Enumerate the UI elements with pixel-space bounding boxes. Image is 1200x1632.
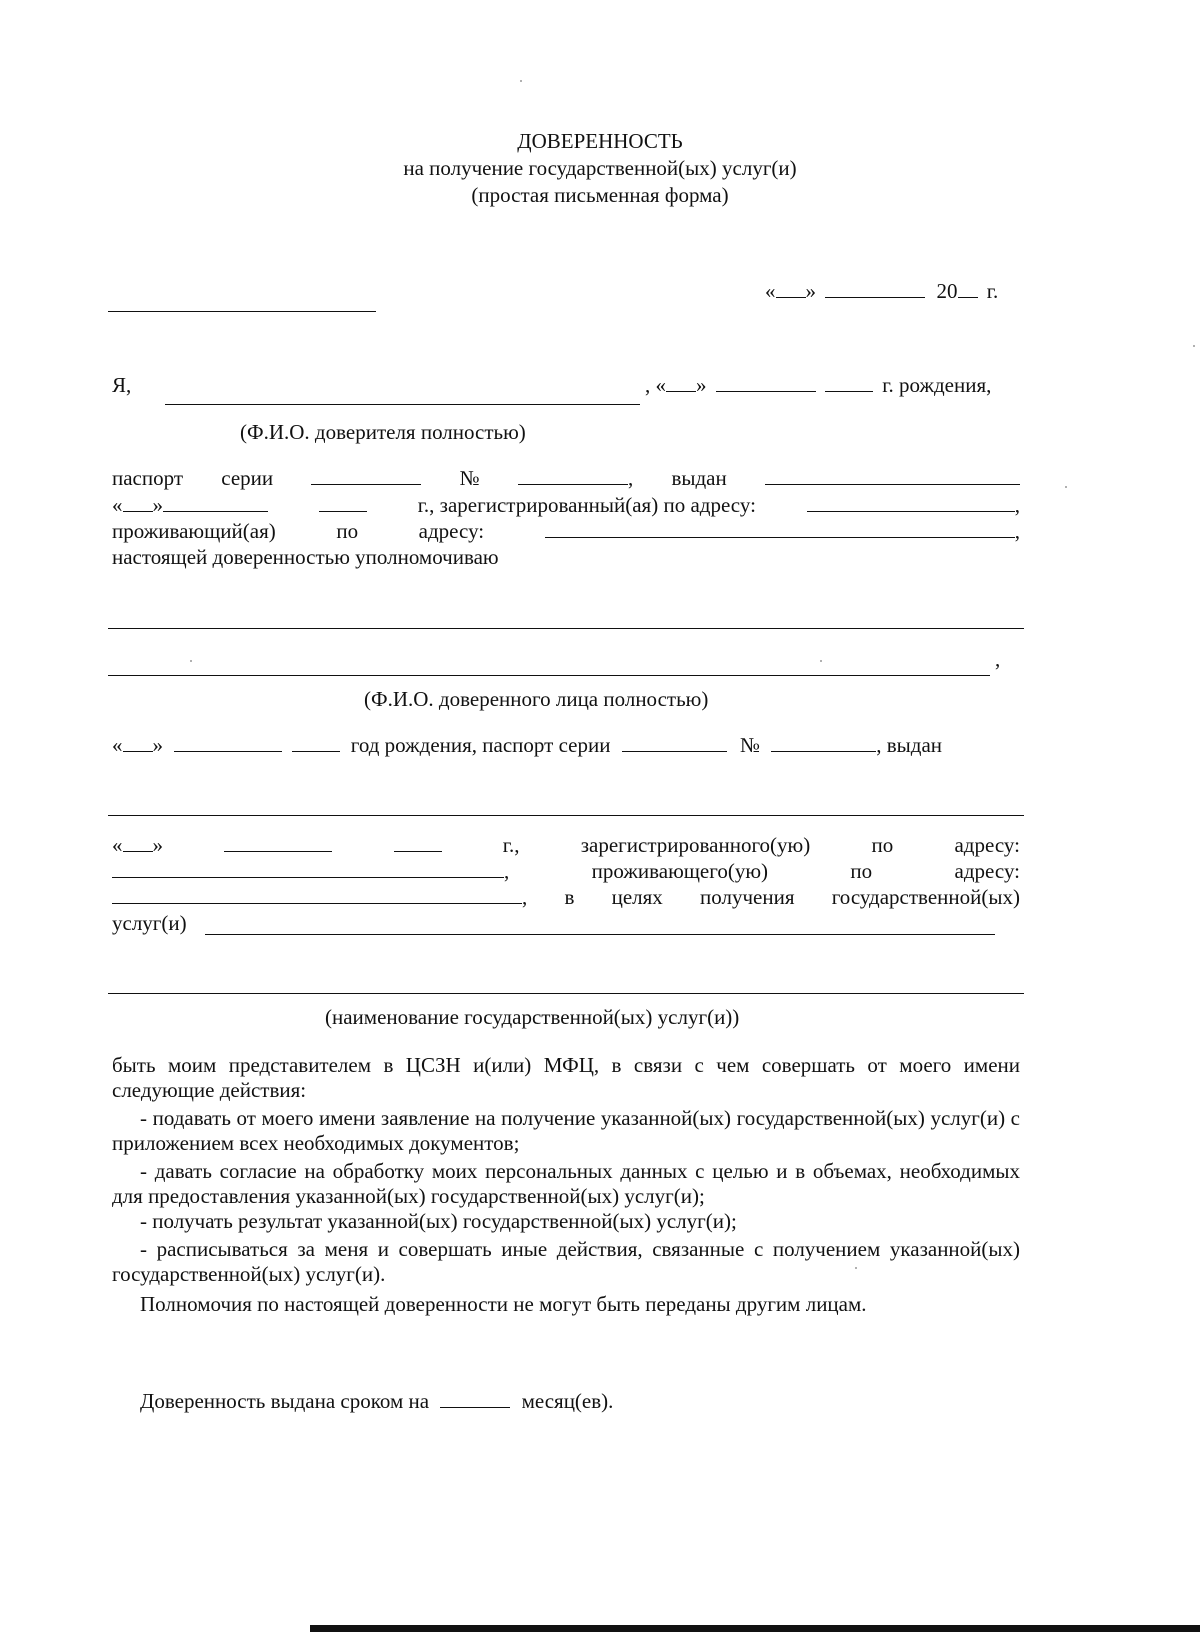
proxy-birth-day-blank[interactable] (123, 733, 153, 752)
power-item-submit: - подавать от моего имени заявление на получение указанной(ых) государственной(ых) услуг(и) с приложением всех необходимых документов; (112, 1106, 1020, 1155)
grantor-pronoun: Я, (112, 373, 132, 397)
scan-speck (1193, 345, 1195, 347)
document-form-type: (простая письменная форма) (471, 183, 729, 207)
proxy-line-comma: , (995, 647, 1001, 671)
proxy-birth-month-blank[interactable] (174, 733, 282, 752)
date-field: « » 20 г. (765, 279, 999, 303)
power-item-sign: - расписываться за меня и совершать иные действия, связанные с получением указанной(ых) государственной(ых) услуг(и). (112, 1237, 1020, 1286)
scan-speck (1065, 486, 1067, 488)
passport-number-blank[interactable] (518, 466, 628, 485)
grantor-birth-year-blank[interactable] (825, 373, 873, 392)
term-row: Доверенность выдана сроком на месяц(ев). (140, 1389, 614, 1413)
services-label: услуг(и) (112, 911, 187, 935)
document-title: ДОВЕРЕННОСТЬ (517, 129, 683, 153)
proxy-issue-day-blank[interactable] (123, 833, 153, 852)
services-line-2[interactable] (108, 993, 1024, 994)
scan-speck (190, 660, 192, 662)
residence-row: проживающий(ая) по адресу: , (112, 519, 1020, 543)
proxy-passport-number-blank[interactable] (771, 733, 876, 752)
proxy-caption: (Ф.И.О. доверенного лица полностью) (364, 687, 709, 711)
proxy-issue-month-blank[interactable] (224, 833, 332, 852)
services-caption: (наименование государственной(ых) услуг(и)) (325, 1005, 740, 1029)
scan-speck (820, 660, 822, 662)
proxy-birth-row: « » год рождения, паспорт серии № , выдан (112, 733, 943, 757)
services-line-1[interactable] (205, 934, 995, 935)
scan-speck (520, 80, 522, 82)
issue-year-blank[interactable] (319, 493, 367, 512)
scan-edge-bar (310, 1625, 1200, 1632)
scan-speck (855, 1267, 857, 1269)
proxy-residence-row: , проживающего(ую) по адресу: (112, 858, 1020, 884)
grantor-name-blank[interactable] (165, 404, 640, 405)
powers-intro: быть моим представителем в ЦСЗН и(или) МФЦ, в связи с чем совершать от моего имени следующие действия: (112, 1053, 1020, 1102)
proxy-passport-series-blank[interactable] (622, 733, 727, 752)
residence-address-blank[interactable] (545, 519, 1015, 538)
proxy-name-line-1[interactable] (108, 628, 1024, 629)
place-blank[interactable] (108, 311, 376, 312)
date-day-blank[interactable] (776, 279, 806, 298)
grantor-birth-date: , « » г. рождения, (645, 373, 992, 397)
proxy-name-line-2[interactable] (108, 675, 990, 676)
grantor-birth-month-blank[interactable] (716, 373, 816, 392)
passport-issue-row: « » г., зарегистрированный(ая) по адресу: , (112, 493, 1020, 517)
proxy-birth-year-blank[interactable] (292, 733, 340, 752)
proxy-registration-address-blank[interactable] (112, 859, 504, 878)
proxy-issue-year-blank[interactable] (394, 833, 442, 852)
term-months-blank[interactable] (440, 1389, 510, 1408)
issue-day-blank[interactable] (123, 493, 153, 512)
registration-address-blank[interactable] (807, 493, 1015, 512)
issue-month-blank[interactable] (163, 493, 268, 512)
grantor-caption: (Ф.И.О. доверителя полностью) (240, 420, 526, 444)
passport-row: паспорт серии № , выдан (112, 465, 1020, 491)
proxy-registration-row: « » г., зарегистрированного(ую) по адресу: (112, 833, 1020, 857)
power-item-receive: - получать результат указанной(ых) государственной(ых) услуг(и); (140, 1209, 737, 1233)
proxy-issuer-line[interactable] (108, 815, 1024, 816)
passport-series-blank[interactable] (311, 466, 421, 485)
date-month-blank[interactable] (825, 279, 925, 298)
no-transfer-clause: Полномочия по настоящей доверенности не могут быть переданы другим лицам. (140, 1292, 867, 1316)
document-subtitle: на получение государственной(ых) услуг(и) (403, 156, 797, 180)
passport-issuer-blank[interactable] (765, 466, 1020, 485)
date-year-blank[interactable] (958, 279, 978, 298)
grantor-birth-day-blank[interactable] (666, 373, 696, 392)
authorize-text: настоящей доверенностью уполномочиваю (112, 545, 499, 569)
proxy-purpose-row: , в целях получения государственной(ых) (112, 884, 1020, 910)
proxy-residence-address-blank[interactable] (112, 885, 522, 904)
power-item-consent: - давать согласие на обработку моих персональных данных с целью и в объемах, необходимых для предоставления указанной(ых) государственной(ых) услуг(и); (112, 1159, 1020, 1208)
